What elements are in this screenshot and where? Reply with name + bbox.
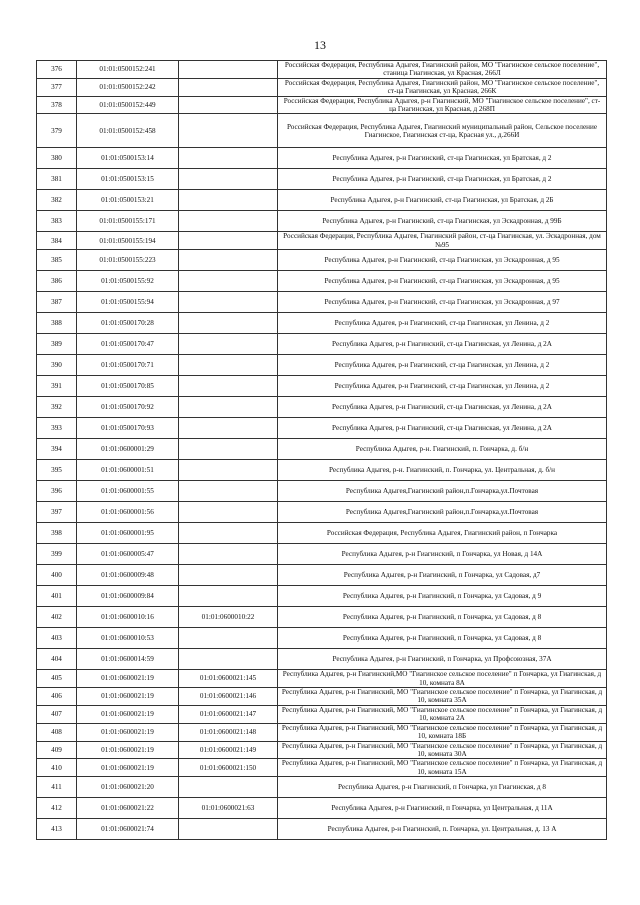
cadastral-number: 01:01:0500152:241 bbox=[77, 61, 179, 79]
related-cadastral-number bbox=[179, 376, 278, 397]
related-cadastral-number bbox=[179, 397, 278, 418]
cadastral-number: 01:01:0600001:56 bbox=[77, 502, 179, 523]
address: Республика Адыгея, р-н Гиагинский, ст-ца Гиагинская, ул Ленина, д 2А bbox=[278, 334, 607, 355]
cadastral-number: 01:01:0500155:171 bbox=[77, 211, 179, 232]
row-number: 400 bbox=[37, 565, 77, 586]
address: Республика Адыгея, р-н Гиагинский, ст-ца Гиагинская, ул Эскадронная, д 95 bbox=[278, 271, 607, 292]
related-cadastral-number bbox=[179, 232, 278, 250]
related-cadastral-number: 01:01:0600021:149 bbox=[179, 741, 278, 759]
table-row bbox=[37, 759, 607, 777]
cadastral-number: 01:01:0500155:92 bbox=[77, 271, 179, 292]
table-row bbox=[37, 649, 607, 670]
related-cadastral-number bbox=[179, 649, 278, 670]
row-number: 398 bbox=[37, 523, 77, 544]
table-row bbox=[37, 232, 607, 250]
related-cadastral-number bbox=[179, 628, 278, 649]
address: Республика Адыгея, р-н Гиагинский, МО "Гиагинское сельское поселение" п Гончарка, ул Гиагинская, д 10, комната 30А bbox=[278, 741, 607, 759]
table-row bbox=[37, 586, 607, 607]
table-row bbox=[37, 723, 607, 741]
address: Республика Адыгея,Гиагинский район,п.Гончарка,ул.Почтовая bbox=[278, 481, 607, 502]
cadastral-number: 01:01:0500152:458 bbox=[77, 114, 179, 148]
cadastral-number: 01:01:0600021:19 bbox=[77, 688, 179, 706]
address: Республика Адыгея, р-н Гиагинский, ст-ца Гиагинская, ул Братская, д 2 bbox=[278, 148, 607, 169]
address: Республика Адыгея, р-н Гиагинский, МО "Гиагинское сельское поселение" п Гончарка, ул Гиагинская, д 10, комната 15А bbox=[278, 759, 607, 777]
row-number: 402 bbox=[37, 607, 77, 628]
cadastral-number: 01:01:0500153:21 bbox=[77, 190, 179, 211]
related-cadastral-number bbox=[179, 777, 278, 798]
table-row bbox=[37, 798, 607, 819]
address: Республика Адыгея, р-н Гиагинский, п. Гончарка, ул. Центральная, д. 13 А bbox=[278, 819, 607, 840]
related-cadastral-number bbox=[179, 523, 278, 544]
related-cadastral-number bbox=[179, 313, 278, 334]
cadastral-number: 01:01:0600009:84 bbox=[77, 586, 179, 607]
address: Республика Адыгея, р-н Гиагинский, п Гончарка, ул Центральная, д 11А bbox=[278, 798, 607, 819]
row-number: 408 bbox=[37, 723, 77, 741]
cadastral-number: 01:01:0500170:92 bbox=[77, 397, 179, 418]
related-cadastral-number: 01:01:0600021:147 bbox=[179, 705, 278, 723]
cadastral-number: 01:01:0600001:95 bbox=[77, 523, 179, 544]
table-row bbox=[37, 169, 607, 190]
address: Республика Адыгея, р-н Гиагинский, ст-ца Гиагинская, ул Ленина, д 2 bbox=[278, 376, 607, 397]
row-number: 394 bbox=[37, 439, 77, 460]
address: Республика Адыгея, р-н Гиагинский, МО "Гиагинское сельское поселение" п Гончарка, ул Гиагинская, д 10, комната 35А bbox=[278, 688, 607, 706]
row-number: 388 bbox=[37, 313, 77, 334]
address: Республика Адыгея, р-н Гиагинский, ст-ца Гиагинская, ул Эскадронная, д 95 bbox=[278, 250, 607, 271]
related-cadastral-number bbox=[179, 148, 278, 169]
address: Республика Адыгея, р-н. Гиагинский, п. Гончарка, ул. Центральная, д. б/н bbox=[278, 460, 607, 481]
cadastral-number: 01:01:0600021:19 bbox=[77, 759, 179, 777]
address: Республика Адыгея, р-н Гиагинский, ст-ца Гиагинская, ул Эскадронная, д 97 bbox=[278, 292, 607, 313]
row-number: 399 bbox=[37, 544, 77, 565]
address: Российская Федерация, Республика Адыгея, Гиагинский район, ст-ца Гиагинская, ул. Эскадронная, дом №95 bbox=[278, 232, 607, 250]
table-row bbox=[37, 78, 607, 96]
cadastral-number: 01:01:0500155:194 bbox=[77, 232, 179, 250]
cadastral-number: 01:01:0600021:19 bbox=[77, 723, 179, 741]
property-registry-table bbox=[36, 60, 607, 840]
address: Республика Адыгея, р-н Гиагинский, п Гончарка, ул Садовая, д 8 bbox=[278, 607, 607, 628]
table-row bbox=[37, 114, 607, 148]
address: Республика Адыгея, р-н Гиагинский, п Гончарка, ул Гиагинская, д 8 bbox=[278, 777, 607, 798]
cadastral-number: 01:01:0500170:71 bbox=[77, 355, 179, 376]
cadastral-number: 01:01:0600010:16 bbox=[77, 607, 179, 628]
related-cadastral-number bbox=[179, 271, 278, 292]
table-row bbox=[37, 439, 607, 460]
row-number: 407 bbox=[37, 705, 77, 723]
row-number: 396 bbox=[37, 481, 77, 502]
table-row bbox=[37, 688, 607, 706]
related-cadastral-number bbox=[179, 211, 278, 232]
page-number: 13 bbox=[314, 38, 326, 52]
row-number: 403 bbox=[37, 628, 77, 649]
address: Республика Адыгея, р-н Гиагинский, ст-ца Гиагинская, ул Ленина, д 2А bbox=[278, 397, 607, 418]
related-cadastral-number bbox=[179, 544, 278, 565]
address: Республика Адыгея, р-н Гиагинский, ст-ца Гиагинская, ул Ленина, д 2 bbox=[278, 313, 607, 334]
table-row bbox=[37, 148, 607, 169]
related-cadastral-number bbox=[179, 169, 278, 190]
cadastral-number: 01:01:0500152:449 bbox=[77, 96, 179, 114]
related-cadastral-number bbox=[179, 61, 278, 79]
table-row bbox=[37, 211, 607, 232]
address: Республика Адыгея, р-н Гиагинский, ст-ца Гиагинская, ул Братская, д 2 bbox=[278, 169, 607, 190]
related-cadastral-number: 01:01:0600021:145 bbox=[179, 670, 278, 688]
table-row bbox=[37, 250, 607, 271]
related-cadastral-number bbox=[179, 334, 278, 355]
table-row bbox=[37, 502, 607, 523]
related-cadastral-number: 01:01:0600010:22 bbox=[179, 607, 278, 628]
cadastral-number: 01:01:0500152:242 bbox=[77, 78, 179, 96]
related-cadastral-number bbox=[179, 96, 278, 114]
table-row bbox=[37, 96, 607, 114]
row-number: 413 bbox=[37, 819, 77, 840]
row-number: 395 bbox=[37, 460, 77, 481]
cadastral-number: 01:01:0500155:223 bbox=[77, 250, 179, 271]
address: Республика Адыгея, р-н Гиагинский, ст-ца Гиагинская, ул Братская, д 2Б bbox=[278, 190, 607, 211]
address: Республика Адыгея, р-н Гиагинский, МО "Гиагинское сельское поселение" п Гончарка, ул Гиагинская, д 10, комната 18Б bbox=[278, 723, 607, 741]
address: Республика Адыгея, р-н Гиагинский, ст-ца Гиагинская, ул Ленина, д 2А bbox=[278, 418, 607, 439]
table-row bbox=[37, 523, 607, 544]
row-number: 382 bbox=[37, 190, 77, 211]
address: Республика Адыгея, р-н Гиагинский, МО "Гиагинское сельское поселение" п Гончарка, ул Гиагинская, д 10, комната 2А bbox=[278, 705, 607, 723]
cadastral-number: 01:01:0500155:94 bbox=[77, 292, 179, 313]
table-row bbox=[37, 355, 607, 376]
table-body bbox=[37, 61, 607, 840]
address: Республика Адыгея, р-н Гиагинский, ст-ца Гиагинская, ул Эскадронная, д 99Б bbox=[278, 211, 607, 232]
cadastral-number: 01:01:0500153:15 bbox=[77, 169, 179, 190]
row-number: 384 bbox=[37, 232, 77, 250]
related-cadastral-number bbox=[179, 78, 278, 96]
row-number: 380 bbox=[37, 148, 77, 169]
table-row bbox=[37, 292, 607, 313]
cadastral-number: 01:01:0500170:28 bbox=[77, 313, 179, 334]
row-number: 378 bbox=[37, 96, 77, 114]
row-number: 393 bbox=[37, 418, 77, 439]
table-row bbox=[37, 271, 607, 292]
row-number: 397 bbox=[37, 502, 77, 523]
cadastral-number: 01:01:0500170:85 bbox=[77, 376, 179, 397]
address: Республика Адыгея, р-н Гиагинский, п Гончарка, ул Садовая, д 9 bbox=[278, 586, 607, 607]
address: Российская Федерация, Республика Адыгея, Гиагинский муниципальный район, Сельское поселение Гиагинское, Гиагинская ст-ца, Красная ул., д.266И bbox=[278, 114, 607, 148]
row-number: 390 bbox=[37, 355, 77, 376]
row-number: 381 bbox=[37, 169, 77, 190]
table-row bbox=[37, 376, 607, 397]
address: Российская Федерация, Республика Адыгея, Гиагинский район, МО "Гиагинское сельское поселение", ст-ца Гиагинская, ул Красная, 266К bbox=[278, 78, 607, 96]
row-number: 389 bbox=[37, 334, 77, 355]
table-row bbox=[37, 777, 607, 798]
row-number: 392 bbox=[37, 397, 77, 418]
related-cadastral-number bbox=[179, 418, 278, 439]
table-row bbox=[37, 397, 607, 418]
address: Республика Адыгея, р-н Гиагинский, ст-ца Гиагинская, ул Ленина, д 2 bbox=[278, 355, 607, 376]
cadastral-number: 01:01:0600021:74 bbox=[77, 819, 179, 840]
table-row bbox=[37, 819, 607, 840]
table-row bbox=[37, 705, 607, 723]
row-number: 409 bbox=[37, 741, 77, 759]
row-number: 410 bbox=[37, 759, 77, 777]
cadastral-number: 01:01:0600001:51 bbox=[77, 460, 179, 481]
related-cadastral-number: 01:01:0600021:148 bbox=[179, 723, 278, 741]
table-row bbox=[37, 481, 607, 502]
cadastral-number: 01:01:0600021:20 bbox=[77, 777, 179, 798]
related-cadastral-number bbox=[179, 481, 278, 502]
related-cadastral-number bbox=[179, 190, 278, 211]
table-row bbox=[37, 190, 607, 211]
address: Республика Адыгея, р-н Гиагинский, п Гончарка, ул Садовая, д 8 bbox=[278, 628, 607, 649]
row-number: 383 bbox=[37, 211, 77, 232]
cadastral-number: 01:01:0600001:29 bbox=[77, 439, 179, 460]
row-number: 412 bbox=[37, 798, 77, 819]
row-number: 387 bbox=[37, 292, 77, 313]
address: Республика Адыгея,Гиагинский район,п.Гончарка,ул.Почтовая bbox=[278, 502, 607, 523]
address: Республика Адыгея, р-н Гиагинский, п Гончарка, ул Садовая, д7 bbox=[278, 565, 607, 586]
cadastral-number: 01:01:0600009:48 bbox=[77, 565, 179, 586]
table-row bbox=[37, 741, 607, 759]
address: Республика Адыгея, р-н Гиагинский, п Гончарка, ул Новая, д 14А bbox=[278, 544, 607, 565]
cadastral-number: 01:01:0500170:47 bbox=[77, 334, 179, 355]
related-cadastral-number bbox=[179, 114, 278, 148]
table-row bbox=[37, 460, 607, 481]
cadastral-number: 01:01:0500153:14 bbox=[77, 148, 179, 169]
table-row bbox=[37, 670, 607, 688]
address: Российская Федерация, Республика Адыгея, р-н Гиагинский, МО "Гиагинское сельское поселение", ст-ца Гиагинская, ул Красная, д 268П bbox=[278, 96, 607, 114]
related-cadastral-number bbox=[179, 460, 278, 481]
row-number: 379 bbox=[37, 114, 77, 148]
table-row bbox=[37, 628, 607, 649]
row-number: 406 bbox=[37, 688, 77, 706]
related-cadastral-number: 01:01:0600021:63 bbox=[179, 798, 278, 819]
address: Российская Федерация, Республика Адыгея, Гиагинский район, МО "Гиагинское сельское поселение", станица Гиагинская, ул Красная, 266Л bbox=[278, 61, 607, 79]
row-number: 376 bbox=[37, 61, 77, 79]
cadastral-number: 01:01:0600021:19 bbox=[77, 741, 179, 759]
table-row bbox=[37, 313, 607, 334]
related-cadastral-number bbox=[179, 502, 278, 523]
row-number: 377 bbox=[37, 78, 77, 96]
related-cadastral-number bbox=[179, 565, 278, 586]
row-number: 401 bbox=[37, 586, 77, 607]
table-row bbox=[37, 607, 607, 628]
row-number: 411 bbox=[37, 777, 77, 798]
address: Республика Адыгея, р-н Гиагинский,МО "Гиагинское сельское поселение" п Гончарка, ул Гиагинская, д 10, комната 8А bbox=[278, 670, 607, 688]
address: Республика Адыгея, р-н Гиагинский, п Гончарка, ул Профсоюзная, 37А bbox=[278, 649, 607, 670]
related-cadastral-number: 01:01:0600021:150 bbox=[179, 759, 278, 777]
related-cadastral-number bbox=[179, 819, 278, 840]
row-number: 405 bbox=[37, 670, 77, 688]
table-row bbox=[37, 418, 607, 439]
cadastral-number: 01:01:0500170:93 bbox=[77, 418, 179, 439]
cadastral-number: 01:01:0600021:22 bbox=[77, 798, 179, 819]
row-number: 386 bbox=[37, 271, 77, 292]
cadastral-number: 01:01:0600001:55 bbox=[77, 481, 179, 502]
table-row bbox=[37, 565, 607, 586]
cadastral-number: 01:01:0600010:53 bbox=[77, 628, 179, 649]
cadastral-number: 01:01:0600005:47 bbox=[77, 544, 179, 565]
table-row bbox=[37, 334, 607, 355]
row-number: 385 bbox=[37, 250, 77, 271]
related-cadastral-number: 01:01:0600021:146 bbox=[179, 688, 278, 706]
address: Российская Федерация, Республика Адыгея, Гиагинский район, п Гончарка bbox=[278, 523, 607, 544]
related-cadastral-number bbox=[179, 439, 278, 460]
table-row bbox=[37, 544, 607, 565]
cadastral-number: 01:01:0600014:59 bbox=[77, 649, 179, 670]
cadastral-number: 01:01:0600021:19 bbox=[77, 670, 179, 688]
table-row bbox=[37, 61, 607, 79]
address: Республика Адыгея, р-н. Гиагинский, п. Гончарка, д. б/н bbox=[278, 439, 607, 460]
related-cadastral-number bbox=[179, 250, 278, 271]
row-number: 404 bbox=[37, 649, 77, 670]
row-number: 391 bbox=[37, 376, 77, 397]
related-cadastral-number bbox=[179, 355, 278, 376]
related-cadastral-number bbox=[179, 586, 278, 607]
related-cadastral-number bbox=[179, 292, 278, 313]
cadastral-number: 01:01:0600021:19 bbox=[77, 705, 179, 723]
